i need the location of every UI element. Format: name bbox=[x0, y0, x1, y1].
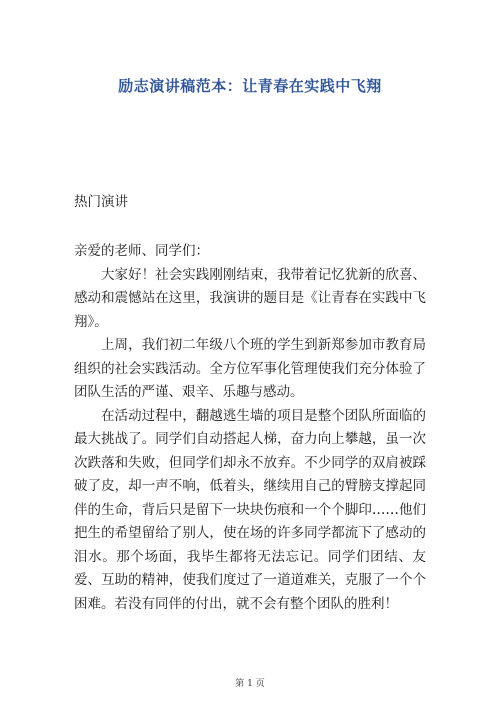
body-paragraph: 大家好！社会实践刚刚结束，我带着记忆犹新的欣喜、感动和震憾站在这里，我演讲的题目是《让青春在实践中飞翔》。 bbox=[74, 266, 426, 330]
salutation-paragraph: 亲爱的老师、同学们： bbox=[74, 243, 209, 259]
document-title: 励志演讲稿范本：让青春在实践中飞翔 bbox=[118, 77, 382, 95]
body-paragraph: 上周，我们初二年级八个班的学生到新郑参加市教育局组织的社会实践活动。全方位军事化管理使我们充分体验了团队生活的严谨、艰辛、乐趣与感动。 bbox=[74, 337, 426, 400]
body-paragraph: 在活动过程中，翻越逃生墙的项目是整个团队所面临的最大挑战了。同学们自动搭起人梯，奋力向上攀越，虽一次次跌落和失败，但同学们却永不放弃。不少同学的双肩被踩破了皮，却一声不响，低着头，继续用自己的臂膀支撑起同伴的生命，背后只是留下一块块伤痕和一个个脚印……他们把生的希望留给了别人，使在场的许多同学都流下了感动的泪水。那个场面，我毕生都将无法忘记。同学们团结、友爱、互助的精神，使我们度过了一道道难关，克服了一个个困难。若没有同伴的付出，就不会有整个团队的胜利！ bbox=[74, 407, 426, 612]
section-label: 热门演讲 bbox=[74, 194, 128, 210]
page-number: 第 1 页 bbox=[235, 679, 265, 689]
document-body bbox=[74, 240, 426, 616]
